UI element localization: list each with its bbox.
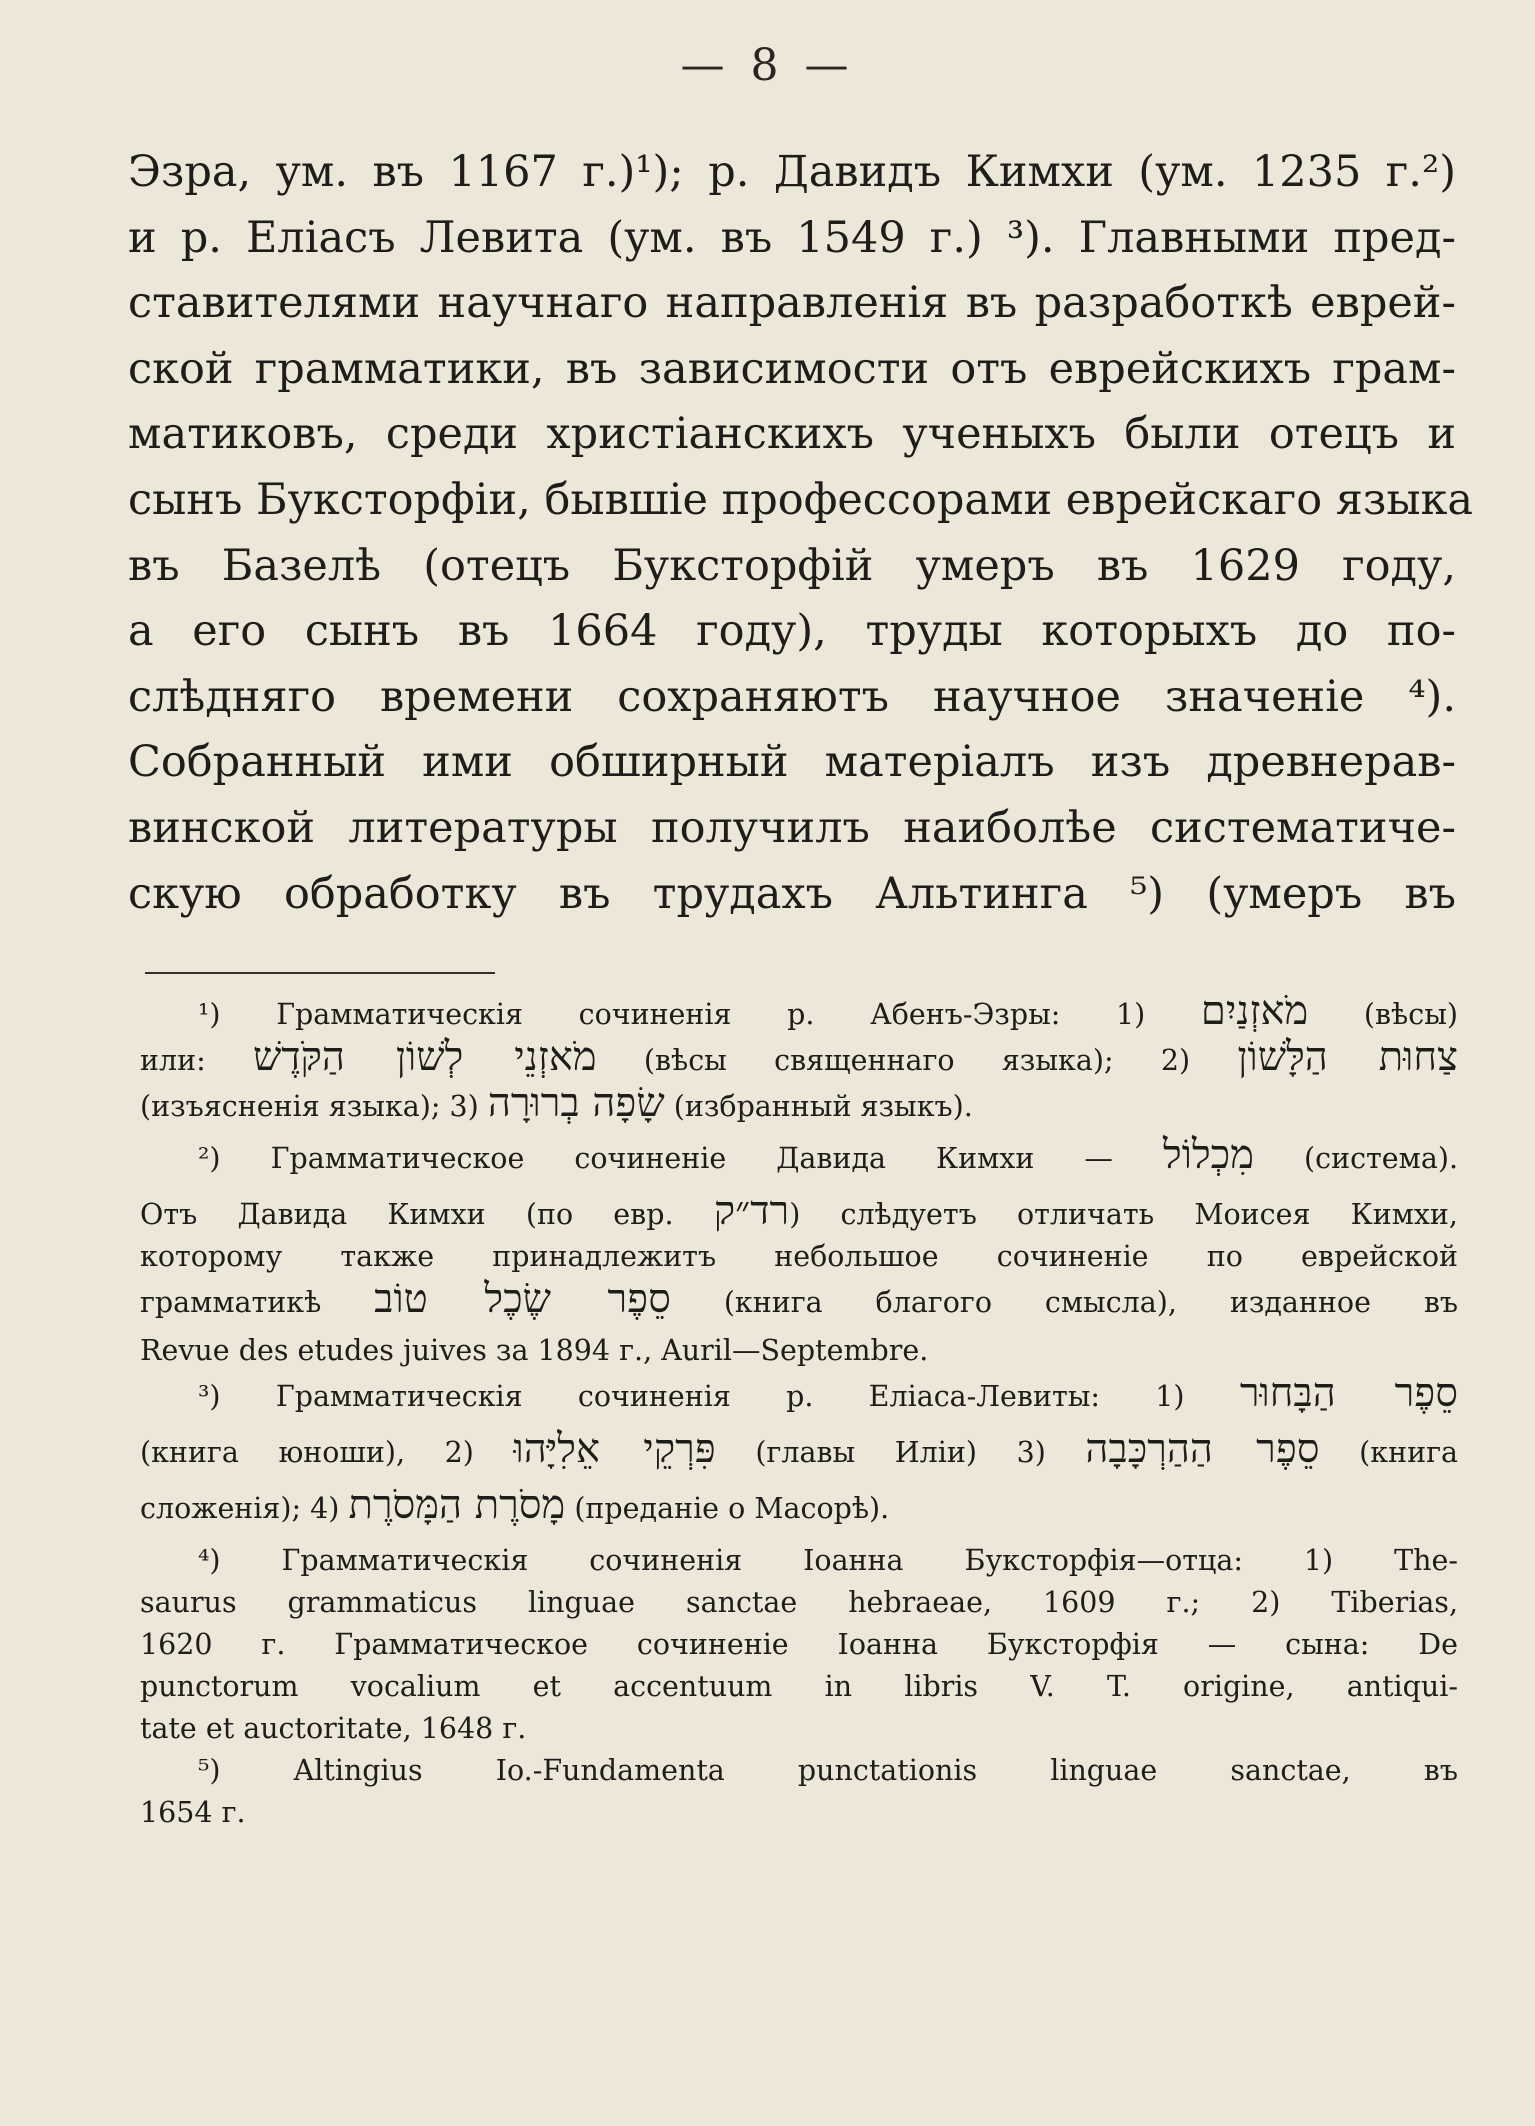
footnote-1-line: или: מֹאזְנֵי לְשׁוֹן הַקֹּדֶשׁ (вѣсы священнаго языка); 2) צַחוּת הַלָּשׁוֹן <box>140 1034 1458 1080</box>
footnote-4-line: saurus grammaticus linguae sanctae hebraeae, 1609 г.; 2) Tiberias, <box>140 1586 1458 1619</box>
footnotes <box>140 990 1458 1834</box>
footnote-2-line: Отъ Давида Кимхи (по евр. רד״ק) слѣдуетъ отличать Моисея Кимхи, <box>140 1188 1458 1234</box>
footnote-2-line: которому также принадлежитъ небольшое сочиненіе по еврейской <box>140 1240 1458 1273</box>
footnote-3-line: сложенія); 4) מָסֹרֶת הַמָּסֹרֶת (преданіе о Масорѣ). <box>140 1482 890 1528</box>
text-line: въ Базелѣ (отецъ Буксторфій умеръ въ 1629 году, <box>128 540 1456 591</box>
hebrew-text: סֵפֶר הַבָּחוּר <box>1239 1370 1459 1416</box>
hebrew-text: מִכְלוֹל <box>1163 1132 1254 1178</box>
footnote-1-line: (изъясненія языка); 3) שָׂפָה בְרוּרָה (избранный языкъ). <box>140 1080 973 1126</box>
hebrew-text: רד״ק <box>713 1188 790 1234</box>
hebrew-text: שָׂפָה בְרוּרָה <box>487 1080 665 1126</box>
footnote-2-line: грамматикѣ סֵפֶר שֶׂכֶל טוֹב (книга благого смысла), изданное въ <box>140 1276 1459 1322</box>
footnote-3-line: ³) Грамматическія сочиненія р. Еліаса-Левиты: 1) סֵפֶר הַבָּחוּר <box>198 1370 1459 1416</box>
page-number: — 8 — <box>680 40 855 91</box>
hebrew-text: מֹאזְנֵי לְשׁוֹן הַקֹּדֶשׁ <box>252 1034 597 1080</box>
hebrew-text: פִּרְקֵי אֵלִיָּהוּ <box>513 1426 716 1472</box>
text-line: сынъ Буксторфіи, бывшіе профессорами еврейскаго языка <box>128 474 1474 525</box>
footnote-2-line: ²) Грамматическое сочиненіе Давида Кимхи — מִכְלוֹל (система). <box>198 1132 1459 1178</box>
text-line: матиковъ, среди христіанскихъ ученыхъ были отецъ и <box>128 409 1456 460</box>
main-text <box>128 140 1474 927</box>
footnote-2-line: Revue des etudes juives за 1894 г., Auril—Septembre. <box>140 1334 929 1367</box>
footnote-divider <box>145 972 495 974</box>
text-line: скую обработку въ трудахъ Альтинга ⁵) (умеръ въ <box>128 868 1456 919</box>
text-line: ской грамматики, въ зависимости отъ еврейскихъ грам- <box>128 343 1456 394</box>
text-line: и р. Еліасъ Левита (ум. въ 1549 г.) ³). Главными пред- <box>128 212 1456 263</box>
footnote-4-line: tate et auctoritate, 1648 г. <box>140 1712 527 1745</box>
text-line: ставителями научнаго направленія въ разработкѣ еврей- <box>128 278 1456 329</box>
hebrew-text: צַחוּת הַלָּשׁוֹן <box>1237 1034 1458 1080</box>
text-line: Собранный ими обширный матеріалъ изъ древнерав- <box>128 737 1456 788</box>
hebrew-text: סֵפֶר הַהַרְכָּבָה <box>1085 1426 1320 1472</box>
text-line: винской литературы получилъ наиболѣе систематиче- <box>128 802 1456 853</box>
text-line: а его сынъ въ 1664 году), труды которыхъ до по- <box>128 606 1456 657</box>
footnote-1-line: ¹) Грамматическія сочиненія р. Абенъ-Эзры: 1) מֹאזְנַיִם (вѣсы) <box>198 988 1459 1034</box>
hebrew-text: סֵפֶר שֶׂכֶל טוֹב <box>374 1276 671 1322</box>
footnote-5-line: 1654 г. <box>140 1796 246 1829</box>
footnote-4-line: ⁴) Грамматическія сочиненія Іоанна Буксторфія—отца: 1) The- <box>198 1544 1458 1577</box>
text-line: слѣдняго времени сохраняютъ научное значеніе ⁴). <box>128 671 1456 722</box>
footnote-5-line: ⁵) Altingius Io.-Fundamenta punctationis linguae sanctae, въ <box>198 1754 1458 1787</box>
footnote-4-line: 1620 г. Грамматическое сочиненіе Іоанна Буксторфія — сына: De <box>140 1628 1458 1661</box>
hebrew-text: מֹאזְנַיִם <box>1200 988 1309 1034</box>
footnote-3-line: (книга юноши), 2) פִּרְקֵי אֵלִיָּהוּ (главы Иліи) 3) סֵפֶר הַהַרְכָּבָה (книга <box>140 1426 1458 1472</box>
footnote-4-line: punctorum vocalium et accentuum in libris V. T. origine, antiqui- <box>140 1670 1458 1703</box>
text-line: Эзра, ум. въ 1167 г.)¹); р. Давидъ Кимхи (ум. 1235 г.²) <box>128 147 1456 197</box>
hebrew-text: מָסֹרֶת הַמָּסֹרֶת <box>348 1482 566 1528</box>
